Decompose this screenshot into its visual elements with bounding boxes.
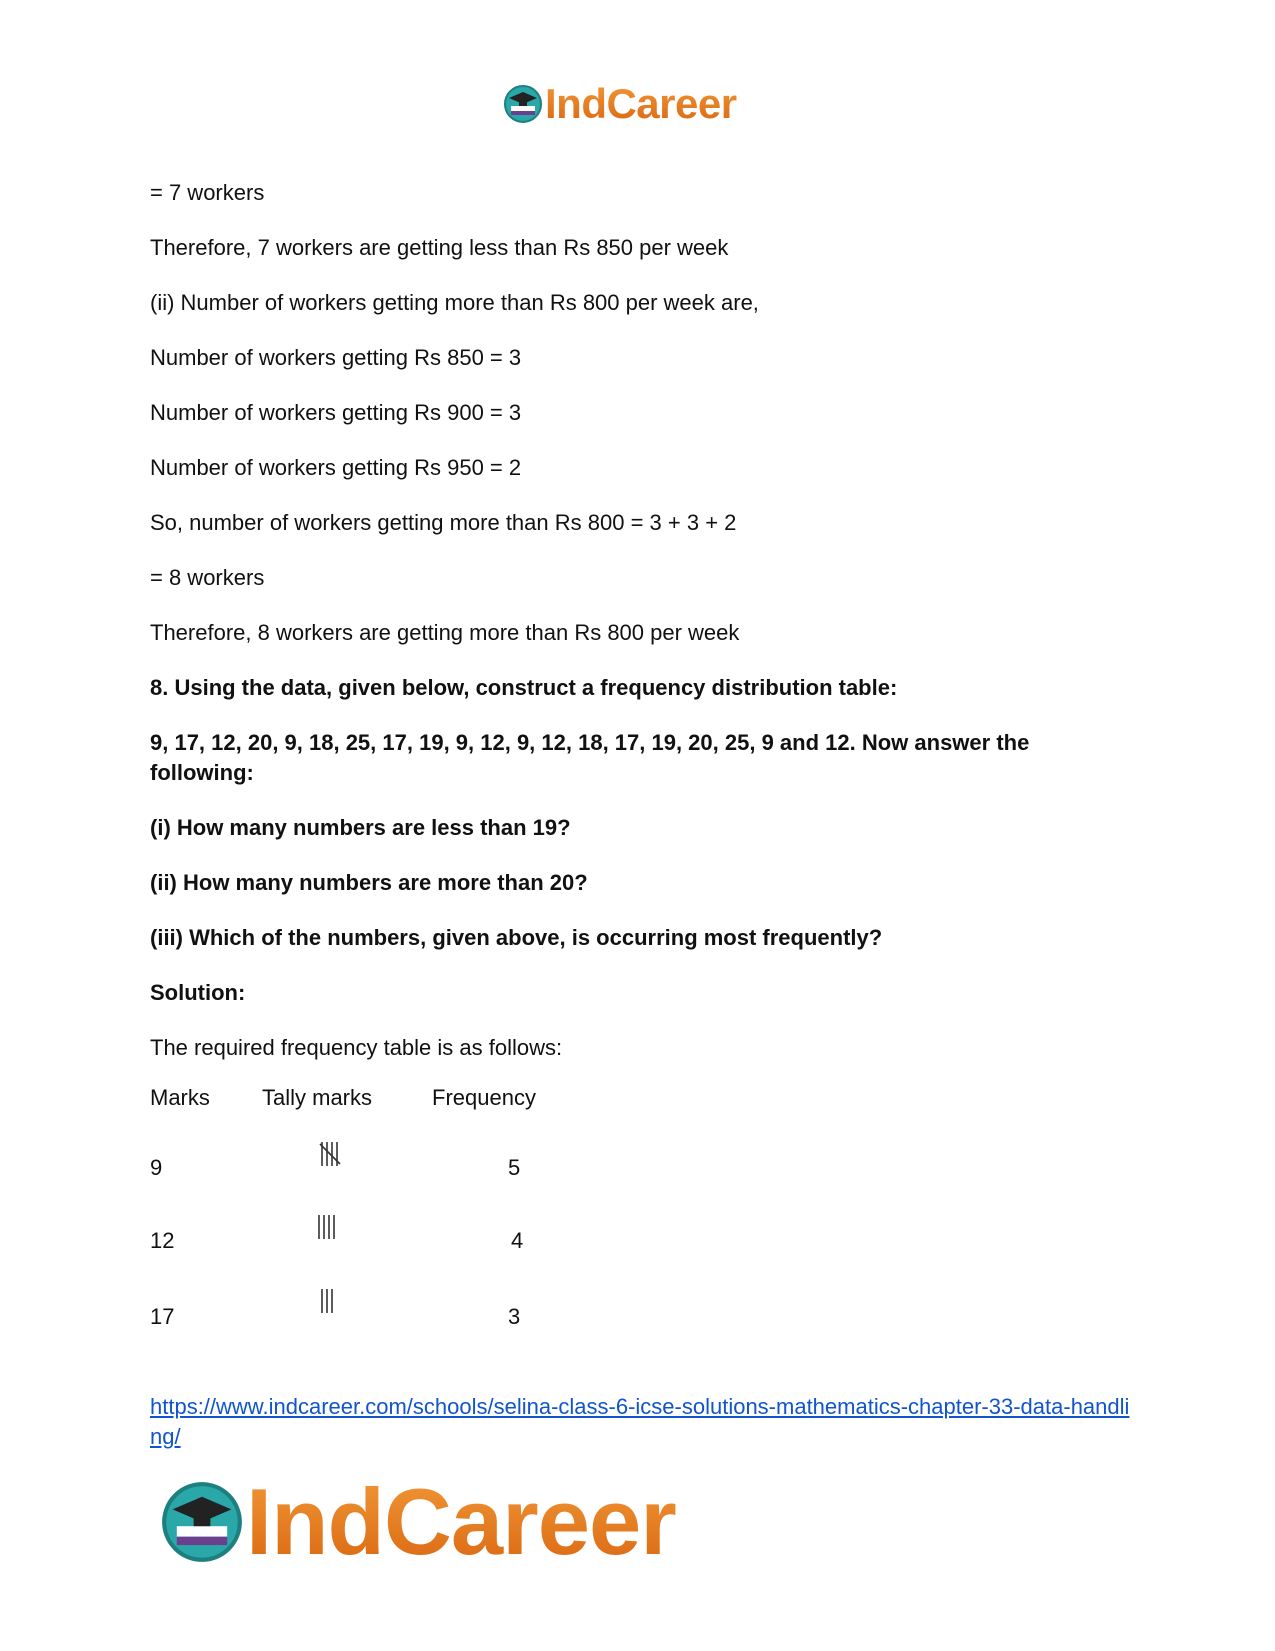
question-part: (ii) How many numbers are more than 20?: [150, 870, 588, 895]
row-frequency: 4: [511, 1228, 524, 1253]
text-line: = 8 workers: [150, 565, 265, 590]
text-line: So, number of workers getting more than Rs 800 = 3 + 3 + 2: [150, 510, 737, 535]
table-row: [150, 1228, 750, 1258]
logo-text: IndCareer: [246, 1469, 676, 1574]
table-header-row: [150, 1085, 750, 1115]
header-tally: Tally marks: [262, 1085, 373, 1110]
tally-mark-icon: [318, 1139, 348, 1169]
row-marks: 9: [150, 1155, 163, 1180]
question-data: 9, 17, 12, 20, 9, 18, 25, 17, 19, 9, 12, 9, 12, 18, 17, 19, 20, 25, 9 and 12. Now answer the following:: [150, 730, 1030, 785]
solution-label: Solution:: [150, 980, 246, 1005]
tally-mark-icon: [318, 1286, 348, 1316]
source-link[interactable]: https://www.indcareer.com/schools/selina-class-6-icse-solutions-mathematics-chapter-33-data-handling/: [150, 1394, 1130, 1449]
question-title: 8. Using the data, given below, construct a frequency distribution table:: [150, 675, 898, 700]
question-part: (i) How many numbers are less than 19?: [150, 815, 571, 840]
graduation-cap-icon: [160, 1480, 244, 1564]
text-line: Number of workers getting Rs 850 = 3: [150, 345, 522, 370]
tally-marks: [318, 1139, 348, 1169]
tally-marks: [315, 1212, 345, 1242]
text-line: = 7 workers: [150, 180, 265, 205]
header-frequency: Frequency: [432, 1085, 536, 1110]
logo-text: IndCareer: [545, 80, 737, 127]
frequency-table: [150, 1085, 750, 1329]
footer-logo: [160, 1468, 676, 1576]
table-row: [150, 1155, 750, 1185]
row-marks: 17: [150, 1304, 175, 1329]
graduation-cap-icon: [503, 84, 543, 124]
text-line: Therefore, 8 workers are getting more than Rs 800 per week: [150, 620, 740, 645]
text-line: Therefore, 7 workers are getting less than Rs 850 per week: [150, 235, 729, 260]
header-marks: Marks: [150, 1085, 210, 1110]
document-body: [150, 178, 1130, 1088]
tally-mark-icon: [315, 1212, 345, 1242]
text-line: Number of workers getting Rs 950 = 2: [150, 455, 522, 480]
header-logo: [503, 80, 737, 128]
text-line: (ii) Number of workers getting more than Rs 800 per week are,: [150, 290, 759, 315]
solution-intro: The required frequency table is as follows:: [150, 1035, 563, 1060]
question-part: (iii) Which of the numbers, given above, is occurring most frequently?: [150, 925, 883, 950]
table-row: [150, 1304, 750, 1334]
row-frequency: 3: [508, 1304, 521, 1329]
row-frequency: 5: [508, 1155, 521, 1180]
tally-marks: [318, 1286, 348, 1316]
row-marks: 12: [150, 1228, 175, 1253]
text-line: Number of workers getting Rs 900 = 3: [150, 400, 522, 425]
